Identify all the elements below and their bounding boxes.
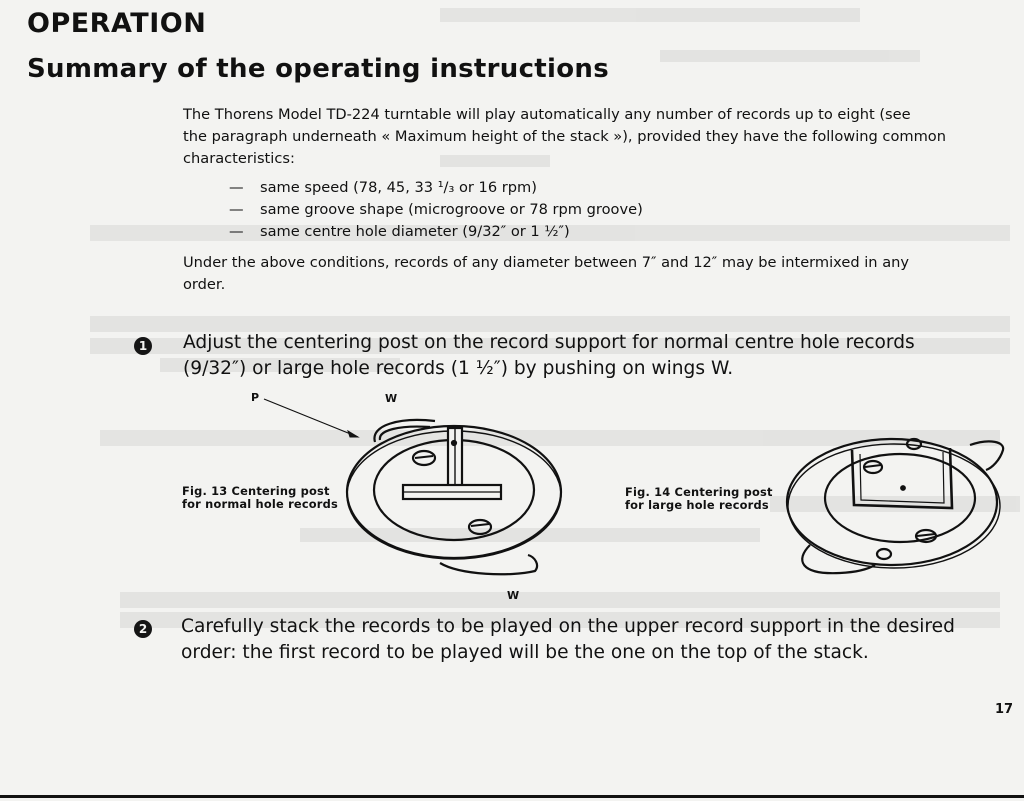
step-line: Carefully stack the records to be played on the upper record support in the desired [181,616,955,637]
list-dash: — [229,223,244,240]
intro-line: The Thorens Model TD-224 turntable will play automatically any number of records up to eight (see [183,106,911,123]
caption-line: Fig. 13 Centering post [182,484,330,498]
label-p: P [251,391,260,404]
label-w-top: W [385,392,398,405]
list-item [229,221,729,243]
caption-line: for large hole records [625,498,769,512]
figure-13-illustration [260,395,580,595]
step-number-badge: 2 [134,620,152,638]
list-item [229,199,729,221]
step-line: order: the first record to be played will be the one on the top of the stack. [181,642,869,663]
caption-line: for normal hole records [182,497,338,511]
step-number-badge: 1 [134,337,152,355]
list-item-text: same groove shape (microgroove or 78 rpm groove) [260,201,643,218]
list-dash: — [229,201,244,218]
step-line: Adjust the centering post on the record support for normal centre hole records [183,332,915,353]
step-1-text [183,330,1019,382]
intro-line: the paragraph underneath « Maximum height of the stack »), provided they have the following common [183,128,946,145]
figure-14-caption [625,486,795,512]
list-item [229,177,729,199]
list-item-text: same centre hole diameter (9/32″ or 1 ½″) [260,223,570,240]
characteristics-list [229,177,729,243]
bottom-edge-line [0,795,1024,798]
label-w-bottom: W [507,589,520,602]
step-line: (9/32″) or large hole records (1 ½″) by pushing on wings W. [183,358,734,379]
list-item-text: same speed (78, 45, 33 ¹/₃ or 16 rpm) [260,179,537,196]
intro-paragraph [183,104,1019,170]
conditions-line: order. [183,276,226,293]
page-number: 17 [995,702,1014,717]
section-title: OPERATION [27,8,207,39]
caption-line: Fig. 14 Centering post [625,485,773,499]
figure-14-illustration [780,420,1010,585]
conditions-line: Under the above conditions, records of any diameter between 7″ and 12″ may be intermixed in any [183,254,910,271]
page-subtitle: Summary of the operating instructions [27,54,609,84]
list-dash: — [229,179,244,196]
intro-line: characteristics: [183,150,295,167]
conditions-paragraph [183,252,1019,296]
step-2-text [181,614,1017,666]
